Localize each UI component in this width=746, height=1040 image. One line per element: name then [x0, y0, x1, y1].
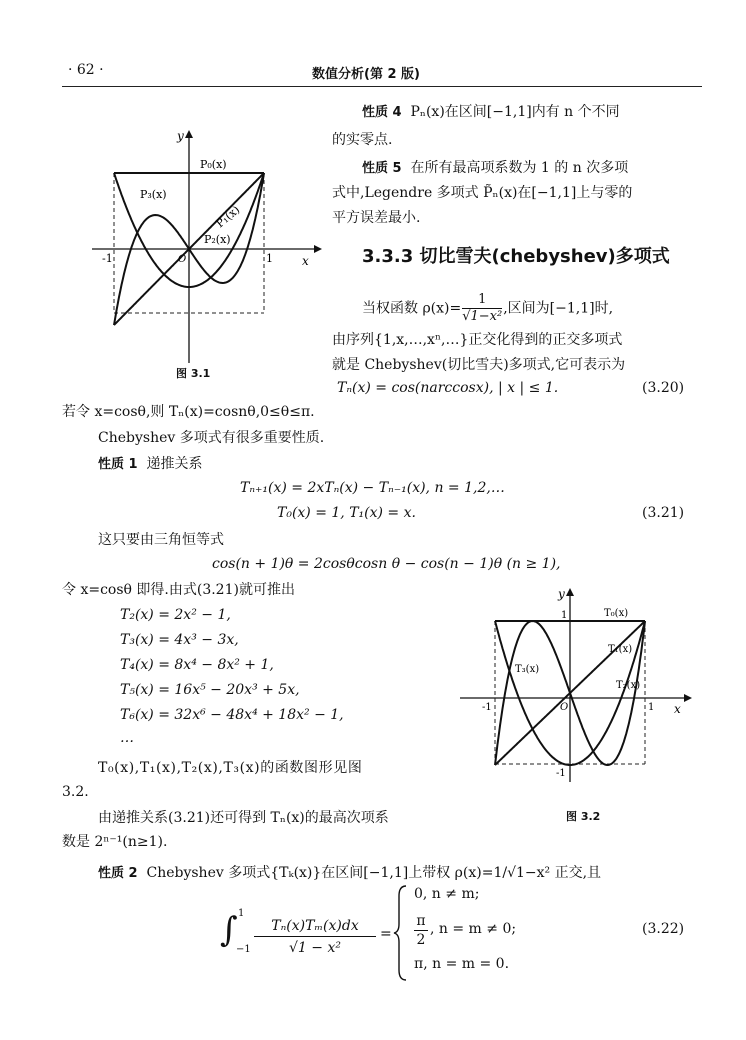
property-5-line3: 平方误差最小. — [332, 210, 421, 226]
line-graph-ref-2: 3.2. — [62, 784, 89, 800]
fig2-x-arrow — [684, 694, 692, 702]
property-1-title: 递推关系 — [146, 456, 203, 472]
property-4-line1: Pₙ(x)在区间[−1,1]内有 n 个不同 — [410, 104, 620, 120]
fig1-one-label: 1 — [266, 252, 273, 265]
line-coefficient-2: 数是 2ⁿ⁻¹(n≥1). — [62, 834, 168, 850]
case-3: π, n = m = 0. — [414, 956, 510, 972]
equation-3-21a: Tₙ₊₁(x) = 2xTₙ(x) − Tₙ₋₁(x), n = 1,2,… — [240, 480, 505, 496]
fig2-t2-label: T₂(x) — [616, 680, 641, 691]
fig1-x-label: x — [302, 254, 309, 268]
equation-3-22-number: (3.22) — [642, 921, 685, 937]
weight-pre: 当权函数 ρ(x)= — [362, 300, 462, 317]
property-1 — [98, 454, 202, 475]
fig1-neg-one-label: -1 — [102, 252, 113, 265]
list-t3: T₃(x) = 4x³ − 3x, — [120, 632, 239, 648]
list-t4: T₄(x) = 8x⁴ − 8x² + 1, — [120, 657, 274, 673]
property-5-line2: 式中,Legendre 多项式 P̃ₙ(x)在[−1,1]上与零的 — [332, 185, 633, 201]
case-2-numerator: π — [414, 912, 428, 931]
case-2-denominator: 2 — [416, 932, 426, 948]
equation-3-21-number: (3.21) — [642, 505, 685, 521]
integral-lower: −1 — [236, 944, 251, 955]
fig2-y-arrow — [566, 588, 574, 596]
equation-trig: cos(n + 1)θ = 2cosθcosn θ − cos(n − 1)θ (n ≥ 1), — [212, 556, 561, 572]
line-let-x: 令 x=cosθ 即得.由式(3.21)就可推出 — [62, 582, 295, 598]
header-rule — [62, 86, 702, 87]
integral-numerator: Tₙ(x)Tₘ(x)dx — [254, 916, 376, 937]
weight-fraction — [462, 292, 502, 325]
property-4-line2: 的实零点. — [332, 132, 393, 148]
equation-3-20: Tₙ(x) = cos(narccosx), | x | ≤ 1. — [337, 380, 559, 396]
property-1-head: 性质 1 — [98, 457, 138, 472]
property-5-head: 性质 5 — [362, 161, 402, 176]
weight-post: ,区间为[−1,1]时, — [503, 300, 614, 317]
weight-line — [362, 292, 613, 325]
list-t2: T₂(x) = 2x² − 1, — [120, 607, 231, 623]
list-t5: T₅(x) = 16x⁵ − 20x³ + 5x, — [120, 682, 300, 698]
property-2-head: 性质 2 — [98, 866, 138, 881]
fig2-neg-one-x-label: -1 — [482, 702, 492, 713]
case-2 — [414, 912, 614, 950]
line-graph-ref: T₀(x),T₁(x),T₂(x),T₃(x)的函数图形见图 — [98, 760, 363, 776]
property-2 — [98, 863, 601, 884]
running-title: 数值分析(第 2 版) — [312, 67, 420, 82]
case-1: 0, n ≠ m; — [414, 886, 480, 902]
case-2-condition: , n = m ≠ 0; — [430, 921, 517, 937]
fig2-origin-label: O — [560, 702, 569, 713]
fig1-p1-label: P₁(x) — [213, 203, 243, 231]
fig1-y-arrow — [185, 130, 193, 138]
integral-sign: ∫ — [220, 910, 238, 950]
line-definition: 就是 Chebyshev(切比雪夫)多项式,它可表示为 — [332, 357, 626, 373]
figure-3-2-caption: 图 3.2 — [566, 810, 601, 823]
fig2-neg-one-y-label: -1 — [556, 768, 566, 779]
fig1-x-arrow — [314, 245, 322, 253]
equation-3-22-integral — [220, 898, 400, 968]
fig2-t0-label: T₀(x) — [604, 608, 629, 619]
weight-denominator: √1−x² — [462, 309, 503, 324]
line-substitution: 若令 x=cosθ,则 Tₙ(x)=cosnθ,0≤θ≤π. — [62, 404, 315, 420]
section-title: 3.3.3 切比雪夫(chebyshev)多项式 — [362, 246, 670, 267]
fig2-one-y-label: 1 — [561, 610, 568, 621]
list-t6: T₆(x) = 32x⁶ − 48x⁴ + 18x² − 1, — [120, 707, 344, 723]
fig2-y-label: y — [558, 587, 565, 601]
figure-3-2 — [460, 586, 692, 782]
fig2-t1-label: T₁(x) — [608, 644, 633, 655]
fig1-p2-label: P₂(x) — [204, 233, 231, 246]
property-5-line1: 在所有最高项系数为 1 的 n 次多项 — [410, 160, 629, 176]
line-many-properties: Chebyshev 多项式有很多重要性质. — [98, 430, 325, 446]
brace — [392, 884, 408, 982]
integral-upper: 1 — [238, 908, 245, 919]
line-trig-identity: 这只要由三角恒等式 — [98, 532, 224, 548]
property-2-text: Chebyshev 多项式{Tₖ(x)}在区间[−1,1]上带权 ρ(x)=1/√1−x² 正交,且 — [146, 865, 602, 881]
equation-3-20-number: (3.20) — [642, 380, 685, 396]
figure-3-1-caption: 图 3.1 — [176, 367, 211, 380]
property-4-head: 性质 4 — [362, 105, 402, 120]
equation-3-21b: T₀(x) = 1, T₁(x) = x. — [277, 505, 416, 521]
figure-3-1 — [92, 128, 322, 363]
integral-denominator: √1 − x² — [289, 940, 341, 956]
list-ellipsis: … — [120, 730, 134, 746]
page-number: · 62 · — [68, 62, 104, 78]
line-sequence: 由序列{1,x,…,xⁿ,…}正交化得到的正交多项式 — [332, 332, 623, 348]
line-coefficient: 由递推关系(3.21)还可得到 Tₙ(x)的最高次项系 — [98, 810, 389, 826]
weight-numerator: 1 — [462, 292, 502, 309]
fig2-one-x-label: 1 — [648, 702, 655, 713]
fig1-p0-label: P₀(x) — [200, 158, 227, 171]
fig2-x-label: x — [674, 702, 681, 716]
property-4 — [362, 102, 620, 123]
fig1-origin-label: O — [178, 254, 187, 265]
equals-sign: = — [380, 926, 392, 942]
fig1-p3-label: P₃(x) — [140, 188, 167, 201]
fig1-y-label: y — [177, 129, 184, 143]
fig2-t3-label: T₃(x) — [515, 664, 540, 675]
property-5 — [362, 158, 628, 179]
